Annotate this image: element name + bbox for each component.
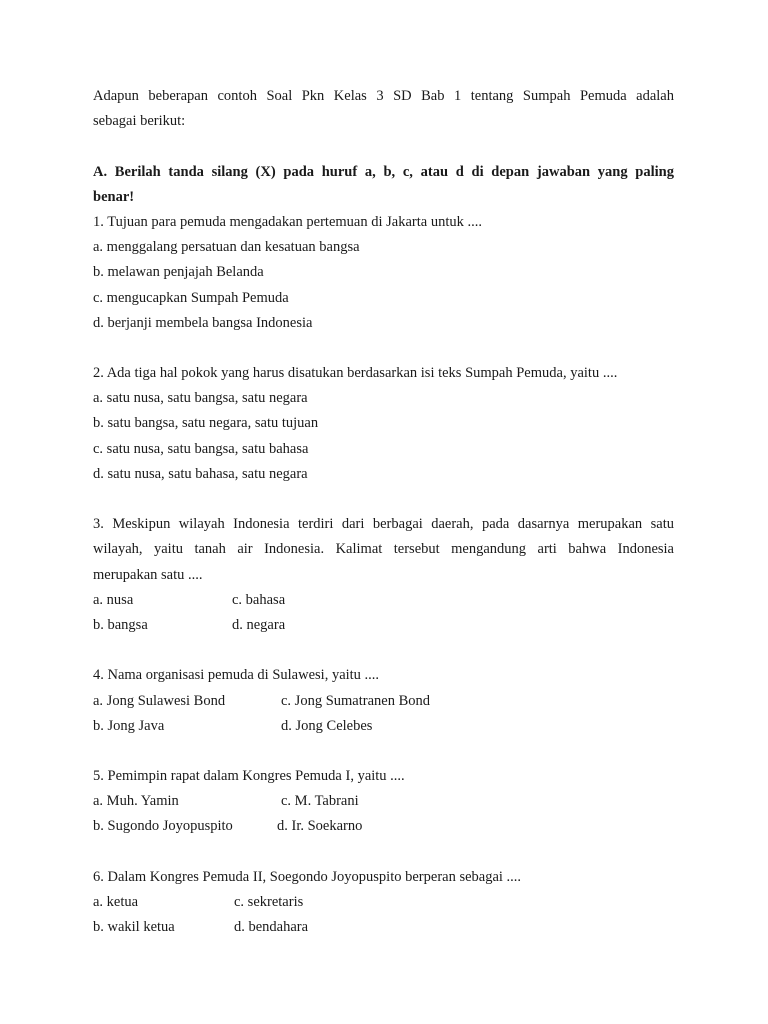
question-text: 3. Meskipun wilayah Indonesia terdiri dari berbagai daerah, pada dasarnya merupakan satu bbox=[93, 516, 674, 533]
document-page bbox=[93, 84, 674, 940]
question-text: 5. Pemimpin rapat dalam Kongres Pemuda I, yaitu .... bbox=[93, 768, 405, 785]
question-text: merupakan satu .... bbox=[93, 566, 203, 583]
section-a-heading: benar! bbox=[93, 188, 135, 205]
option-d: d. berjanji membela bangsa Indonesia bbox=[93, 314, 313, 331]
option-d: d. negara bbox=[232, 616, 286, 633]
option-c: c. mengucapkan Sumpah Pemuda bbox=[93, 289, 289, 306]
intro-line: Adapun beberapan contoh Soal Pkn Kelas 3 SD Bab 1 tentang Sumpah Pemuda adalah bbox=[93, 88, 674, 104]
option-a: a. satu nusa, satu bangsa, satu negara bbox=[93, 390, 308, 407]
question-4 bbox=[93, 663, 674, 739]
option-c: c. bahasa bbox=[232, 591, 286, 608]
option-d: d. satu nusa, satu bahasa, satu negara bbox=[93, 465, 308, 482]
option-a: a. Jong Sulawesi Bond bbox=[93, 692, 226, 709]
option-b: b. bangsa bbox=[93, 616, 148, 633]
option-a: a. nusa bbox=[93, 591, 134, 608]
option-c: c. M. Tabrani bbox=[281, 793, 359, 810]
question-2 bbox=[93, 361, 674, 487]
question-text: 6. Dalam Kongres Pemuda II, Soegondo Joyopuspito berperan sebagai .... bbox=[93, 868, 522, 885]
option-b: b. wakil ketua bbox=[93, 919, 175, 936]
question-3 bbox=[93, 512, 674, 638]
question-text: 1. Tujuan para pemuda mengadakan pertemuan di Jakarta untuk .... bbox=[93, 213, 482, 230]
option-a: a. ketua bbox=[93, 894, 139, 910]
section-a-heading: A. Berilah tanda silang (X) pada huruf a, b, c, atau d di depan jawaban yang paling bbox=[93, 163, 674, 180]
question-5 bbox=[93, 764, 674, 840]
option-c: c. satu nusa, satu bangsa, satu bahasa bbox=[93, 440, 309, 457]
option-b: b. Jong Java bbox=[93, 717, 165, 734]
option-a: a. menggalang persatuan dan kesatuan bangsa bbox=[93, 239, 360, 256]
option-a: a. Muh. Yamin bbox=[93, 793, 179, 810]
option-d: d. Jong Celebes bbox=[281, 717, 373, 734]
question-6 bbox=[93, 865, 674, 941]
option-b: b. satu bangsa, satu negara, satu tujuan bbox=[93, 415, 319, 432]
option-d: d. bendahara bbox=[234, 919, 309, 936]
option-b: b. Sugondo Joyopuspito bbox=[93, 818, 233, 835]
option-c: c. Jong Sumatranen Bond bbox=[281, 692, 431, 709]
option-c: c. sekretaris bbox=[234, 894, 304, 910]
question-text: 2. Ada tiga hal pokok yang harus disatukan berdasarkan isi teks Sumpah Pemuda, yaitu .... bbox=[93, 365, 618, 382]
option-d: d. Ir. Soekarno bbox=[277, 818, 363, 835]
option-b: b. melawan penjajah Belanda bbox=[93, 264, 264, 281]
question-text: 4. Nama organisasi pemuda di Sulawesi, yaitu .... bbox=[93, 667, 380, 684]
question-1 bbox=[93, 210, 674, 336]
question-text: wilayah, yaitu tanah air Indonesia. Kalimat tersebut mengandung arti bahwa Indonesia bbox=[93, 541, 674, 558]
intro-line: sebagai berikut: bbox=[93, 113, 186, 130]
